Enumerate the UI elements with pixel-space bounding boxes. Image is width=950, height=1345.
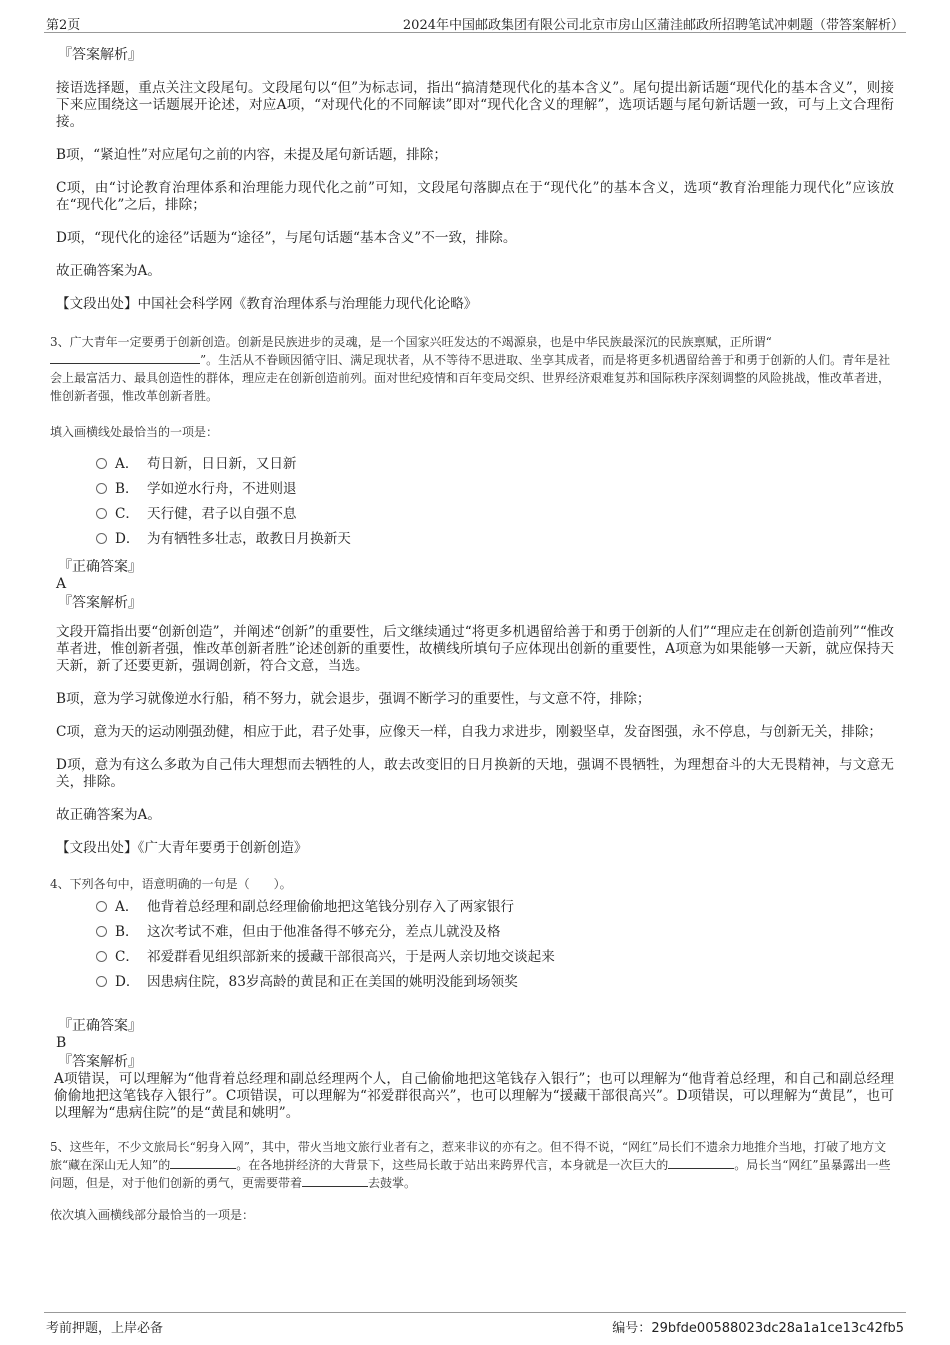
option-c[interactable]: C． 天行健，君子以自强不息 xyxy=(96,502,894,527)
radio-icon[interactable] xyxy=(96,901,107,912)
question-stem: 5、这些年，不少文旅局长“躬身入网”，其中，带火当地文旅行业者有之，惹来非议的亦有之。但不得不说，“网红”局长们不遗余力地推介当地，打破了地方文旅“藏在深山无人知”的 。在各地拼经济的大背景下，这些局长敢于站出来跨界代言，本身就是一次巨大的 。局长当“网红”虽暴露出一些问题，但是，对于他们创新的勇气，更需要带着 去鼓掌。 xyxy=(50,1140,891,1190)
radio-icon[interactable] xyxy=(96,533,107,544)
fill-blank xyxy=(302,1174,368,1187)
option-b[interactable]: B． 学如逆水行舟，不进则退 xyxy=(96,477,894,502)
document-title: 2024年中国邮政集团有限公司北京市房山区蒲洼邮政所招聘笔试冲刺题（带答案解析） xyxy=(402,18,904,33)
analysis-paragraph: D项，意为有这么多敢为自己伟大理想而去牺牲的人，敢去改变旧的日月换新的天地，强调不畏牺牲，为理想奋斗的大无畏精神，与文意无关，排除。 xyxy=(56,757,894,790)
radio-icon[interactable] xyxy=(96,508,107,519)
option-a[interactable]: A． 苟日新，日日新，又日新 xyxy=(96,452,894,477)
analysis-paragraph: 文段开篇指出要“创新创造”，并阐述“创新”的重要性，后文继续通过“将更多机遇留给善于和勇于创新的人们”“理应走在创新创造前列”“惟改革者进，惟创新者强，惟改革创新者胜”论述创新的重要性，故横线所填句子应体现出创新的重要性，A项意为如果能够一天新，就应保持天天新，新了还要更新，强调创新，符合文意，当选。 xyxy=(56,624,894,674)
question-3 xyxy=(50,333,894,857)
correct-answer-label: 『正确答案』 xyxy=(58,559,142,575)
source-citation: 【文段出处】《广大青年要勇于创新创造》 xyxy=(56,840,308,856)
question-stem: 3、广大青年一定要勇于创新创造。创新是民族进步的灵魂，是一个国家兴旺发达的不竭源泉，也是中华民族最深沉的民族禀赋，正所谓“”。生活从不眷顾因循守旧、满足现状者，从不等待不思进取、坐享其成者，而是将更多机遇留给善于和勇于创新的人们。青年是社会上最富活力、最具创造性的群体，理应走在创新创造前列。面对世纪疫情和百年变局交织、世界经济艰难复苏和国际秩序深刻调整的风险挑战，惟改革者进，惟创新者强，惟改革创新者胜。 xyxy=(50,335,891,403)
analysis-label: 『答案解析』 xyxy=(58,595,142,611)
option-list xyxy=(96,895,894,995)
analysis-paragraph: B项，“紧迫性”对应尾句之前的内容，未提及尾句新话题，排除； xyxy=(56,147,447,163)
document-code: 编号：29bfde00588023dc28a1a1ce13c42fb5 xyxy=(612,1321,904,1336)
answer-conclusion: 故正确答案为A。 xyxy=(56,807,161,823)
radio-icon[interactable] xyxy=(96,926,107,937)
option-d[interactable]: D． 为有牺牲多壮志，敢教日月换新天 xyxy=(96,527,894,552)
q2-analysis-section xyxy=(56,44,894,313)
correct-answer-label: 『正确答案』 xyxy=(58,1018,142,1034)
analysis-label: 『答案解析』 xyxy=(58,1054,142,1070)
fill-blank xyxy=(668,1156,734,1169)
answer-conclusion: 故正确答案为A。 xyxy=(56,263,161,279)
question-prompt: 填入画横线处最恰当的一项是： xyxy=(50,425,219,439)
option-d[interactable]: D． 因患病住院，83岁高龄的黄昆和正在美国的姚明没能到场领奖 xyxy=(96,970,894,995)
question-prompt: 依次填入画横线部分最恰当的一项是： xyxy=(50,1208,255,1222)
source-citation: 【文段出处】中国社会科学网《教育治理体系与治理能力现代化论略》 xyxy=(56,296,478,312)
page-footer xyxy=(44,1312,906,1335)
analysis-paragraph: 接语选择题，重点关注文段尾句。文段尾句以“但”为标志词，指出“搞清楚现代化的基本含义”。尾句提出新话题“现代化的基本含义”，则接下来应围绕这一话题展开论述，对应A项，“对现代化的不同解读”即对“现代化含义的理解”，选项话题与尾句新话题一致，可与上文合理衔接。 xyxy=(56,80,894,130)
analysis-paragraph: B项，意为学习就像逆水行船，稍不努力，就会退步，强调不断学习的重要性，与文意不符，排除； xyxy=(56,691,651,707)
analysis-paragraph: C项，由“讨论教育治理体系和治理能力现代化之前”可知，文段尾句落脚点在于“现代化”的基本含义，选项“教育治理能力现代化”应该放在“现代化”之后，排除； xyxy=(56,180,894,213)
radio-icon[interactable] xyxy=(96,976,107,987)
option-c[interactable]: C． 祁爱群看见组织部新来的援藏干部很高兴，于是两人亲切地交谈起来 xyxy=(96,945,894,970)
question-5 xyxy=(50,1138,894,1223)
document-body xyxy=(50,42,894,1223)
option-a[interactable]: A． 他背着总经理和副总经理偷偷地把这笔钱分别存入了两家银行 xyxy=(96,895,894,920)
radio-icon[interactable] xyxy=(96,458,107,469)
analysis-paragraph: C项，意为天的运动刚强劲健，相应于此，君子处事，应像天一样，自我力求进步，刚毅坚卓，发奋图强，永不停息，与创新无关，排除； xyxy=(56,724,883,740)
radio-icon[interactable] xyxy=(96,951,107,962)
page-header xyxy=(44,12,906,33)
option-b[interactable]: B． 这次考试不难，但由于他准备得不够充分，差点儿就没及格 xyxy=(96,920,894,945)
footer-slogan: 考前押题，上岸必备 xyxy=(46,1321,164,1336)
option-list xyxy=(96,452,894,552)
fill-blank xyxy=(170,1156,236,1169)
analysis-paragraph: A项错误，可以理解为“他背着总经理和副总经理两个人，自己偷偷地把这笔钱存入银行”；也可以理解为“他背着总经理，和自己和副总经理偷偷地把这笔钱存入银行”。C项错误，可以理解为“祁爱群很高兴”，也可以理解为“援藏干部很高兴”。D项错误，可以理解为“黄昆”，也可以理解为“患病住院”的是“黄昆和姚明”。 xyxy=(54,1071,894,1121)
correct-answer: B xyxy=(56,1035,67,1051)
page-number: 第2页 xyxy=(46,18,81,33)
fill-blank xyxy=(50,351,200,364)
correct-answer: A xyxy=(56,576,67,592)
question-stem: 4、下列各句中，语意明确的一句是（ ）。 xyxy=(50,877,292,891)
analysis-label: 『答案解析』 xyxy=(58,47,142,63)
question-4 xyxy=(50,875,894,1122)
radio-icon[interactable] xyxy=(96,483,107,494)
analysis-paragraph: D项，“现代化的途径”话题为“途径”，与尾句话题“基本含义”不一致，排除。 xyxy=(56,230,517,246)
